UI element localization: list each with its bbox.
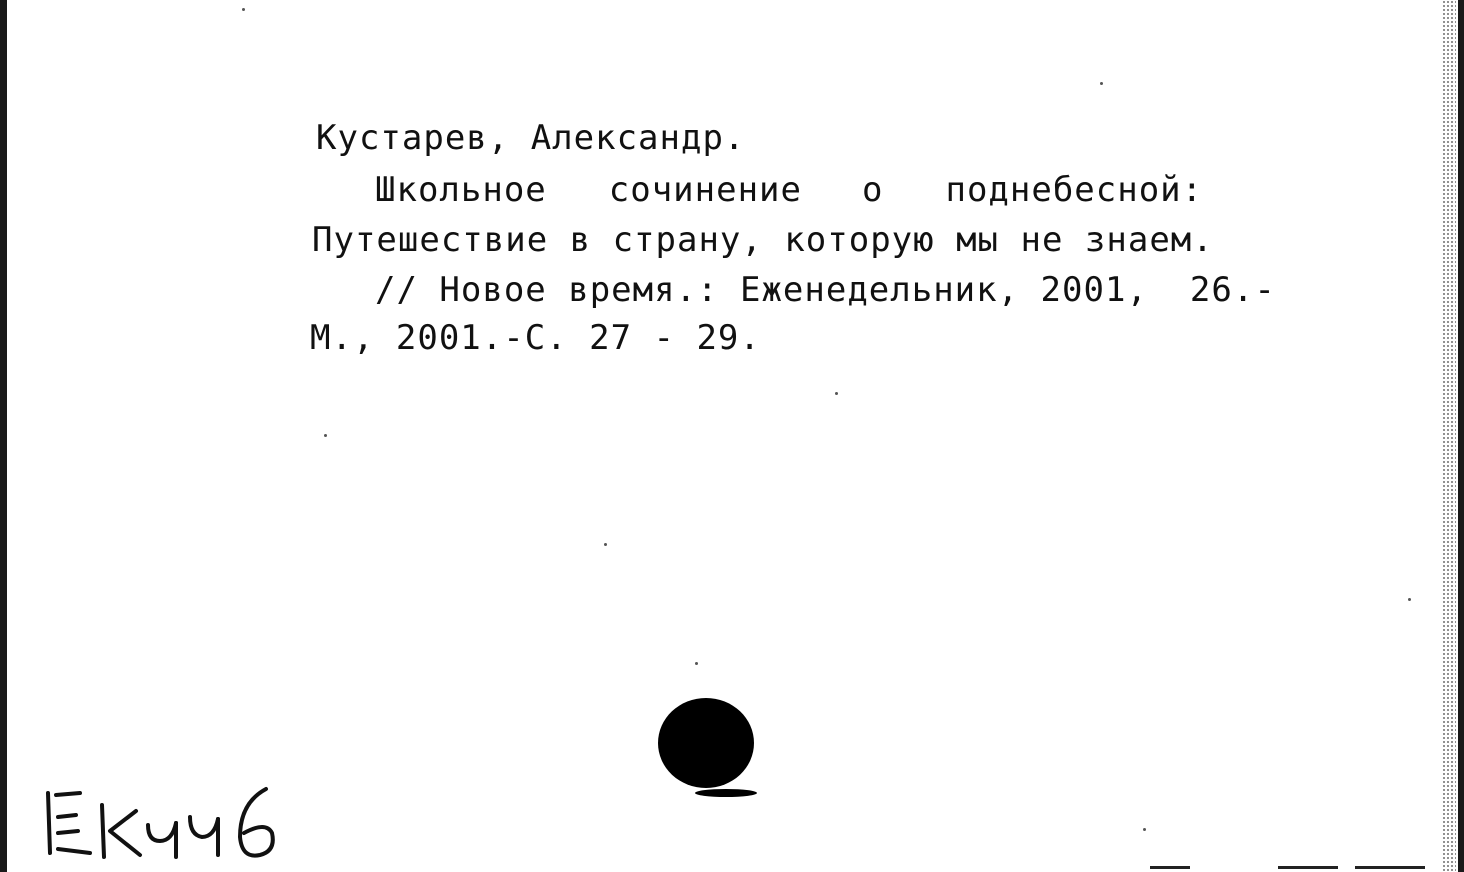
card-right-dotted-margin [1442,0,1456,872]
punch-hole-shadow [695,789,757,797]
issue-number: 26.- [1189,270,1276,310]
title-word: Школьное [375,170,547,210]
source-line-2: М., 2001.-С. 27 - 29. [310,318,761,358]
speck [695,662,698,665]
card-bottom-mark [1355,866,1425,869]
speck [324,434,327,437]
card-bottom-mark [1150,866,1190,869]
card-bottom-mark [1278,866,1338,869]
title-line-2: Путешествие в страну, которую мы не знаем. [312,220,1214,260]
speck [1408,598,1411,601]
shelf-mark-handwritten [40,775,300,865]
speck [1143,828,1146,831]
title-word: поднебесной: [945,170,1204,210]
source-line-1 [375,270,1276,310]
punch-hole [658,698,754,788]
card-left-edge [0,0,7,872]
source-text: // Новое время.: Еженедельник, 2001, [375,270,1148,310]
title-line-1 [375,170,1203,210]
speck [242,8,245,11]
title-word: о [862,170,884,210]
author-line: Кустарев, Александр. [316,118,746,158]
speck [835,392,838,395]
speck [604,543,607,546]
card-right-edge [1458,0,1464,872]
shelf-mark-text: ЕКи6 [40,775,43,776]
title-word: сочинение [608,170,802,210]
speck [1100,82,1103,85]
